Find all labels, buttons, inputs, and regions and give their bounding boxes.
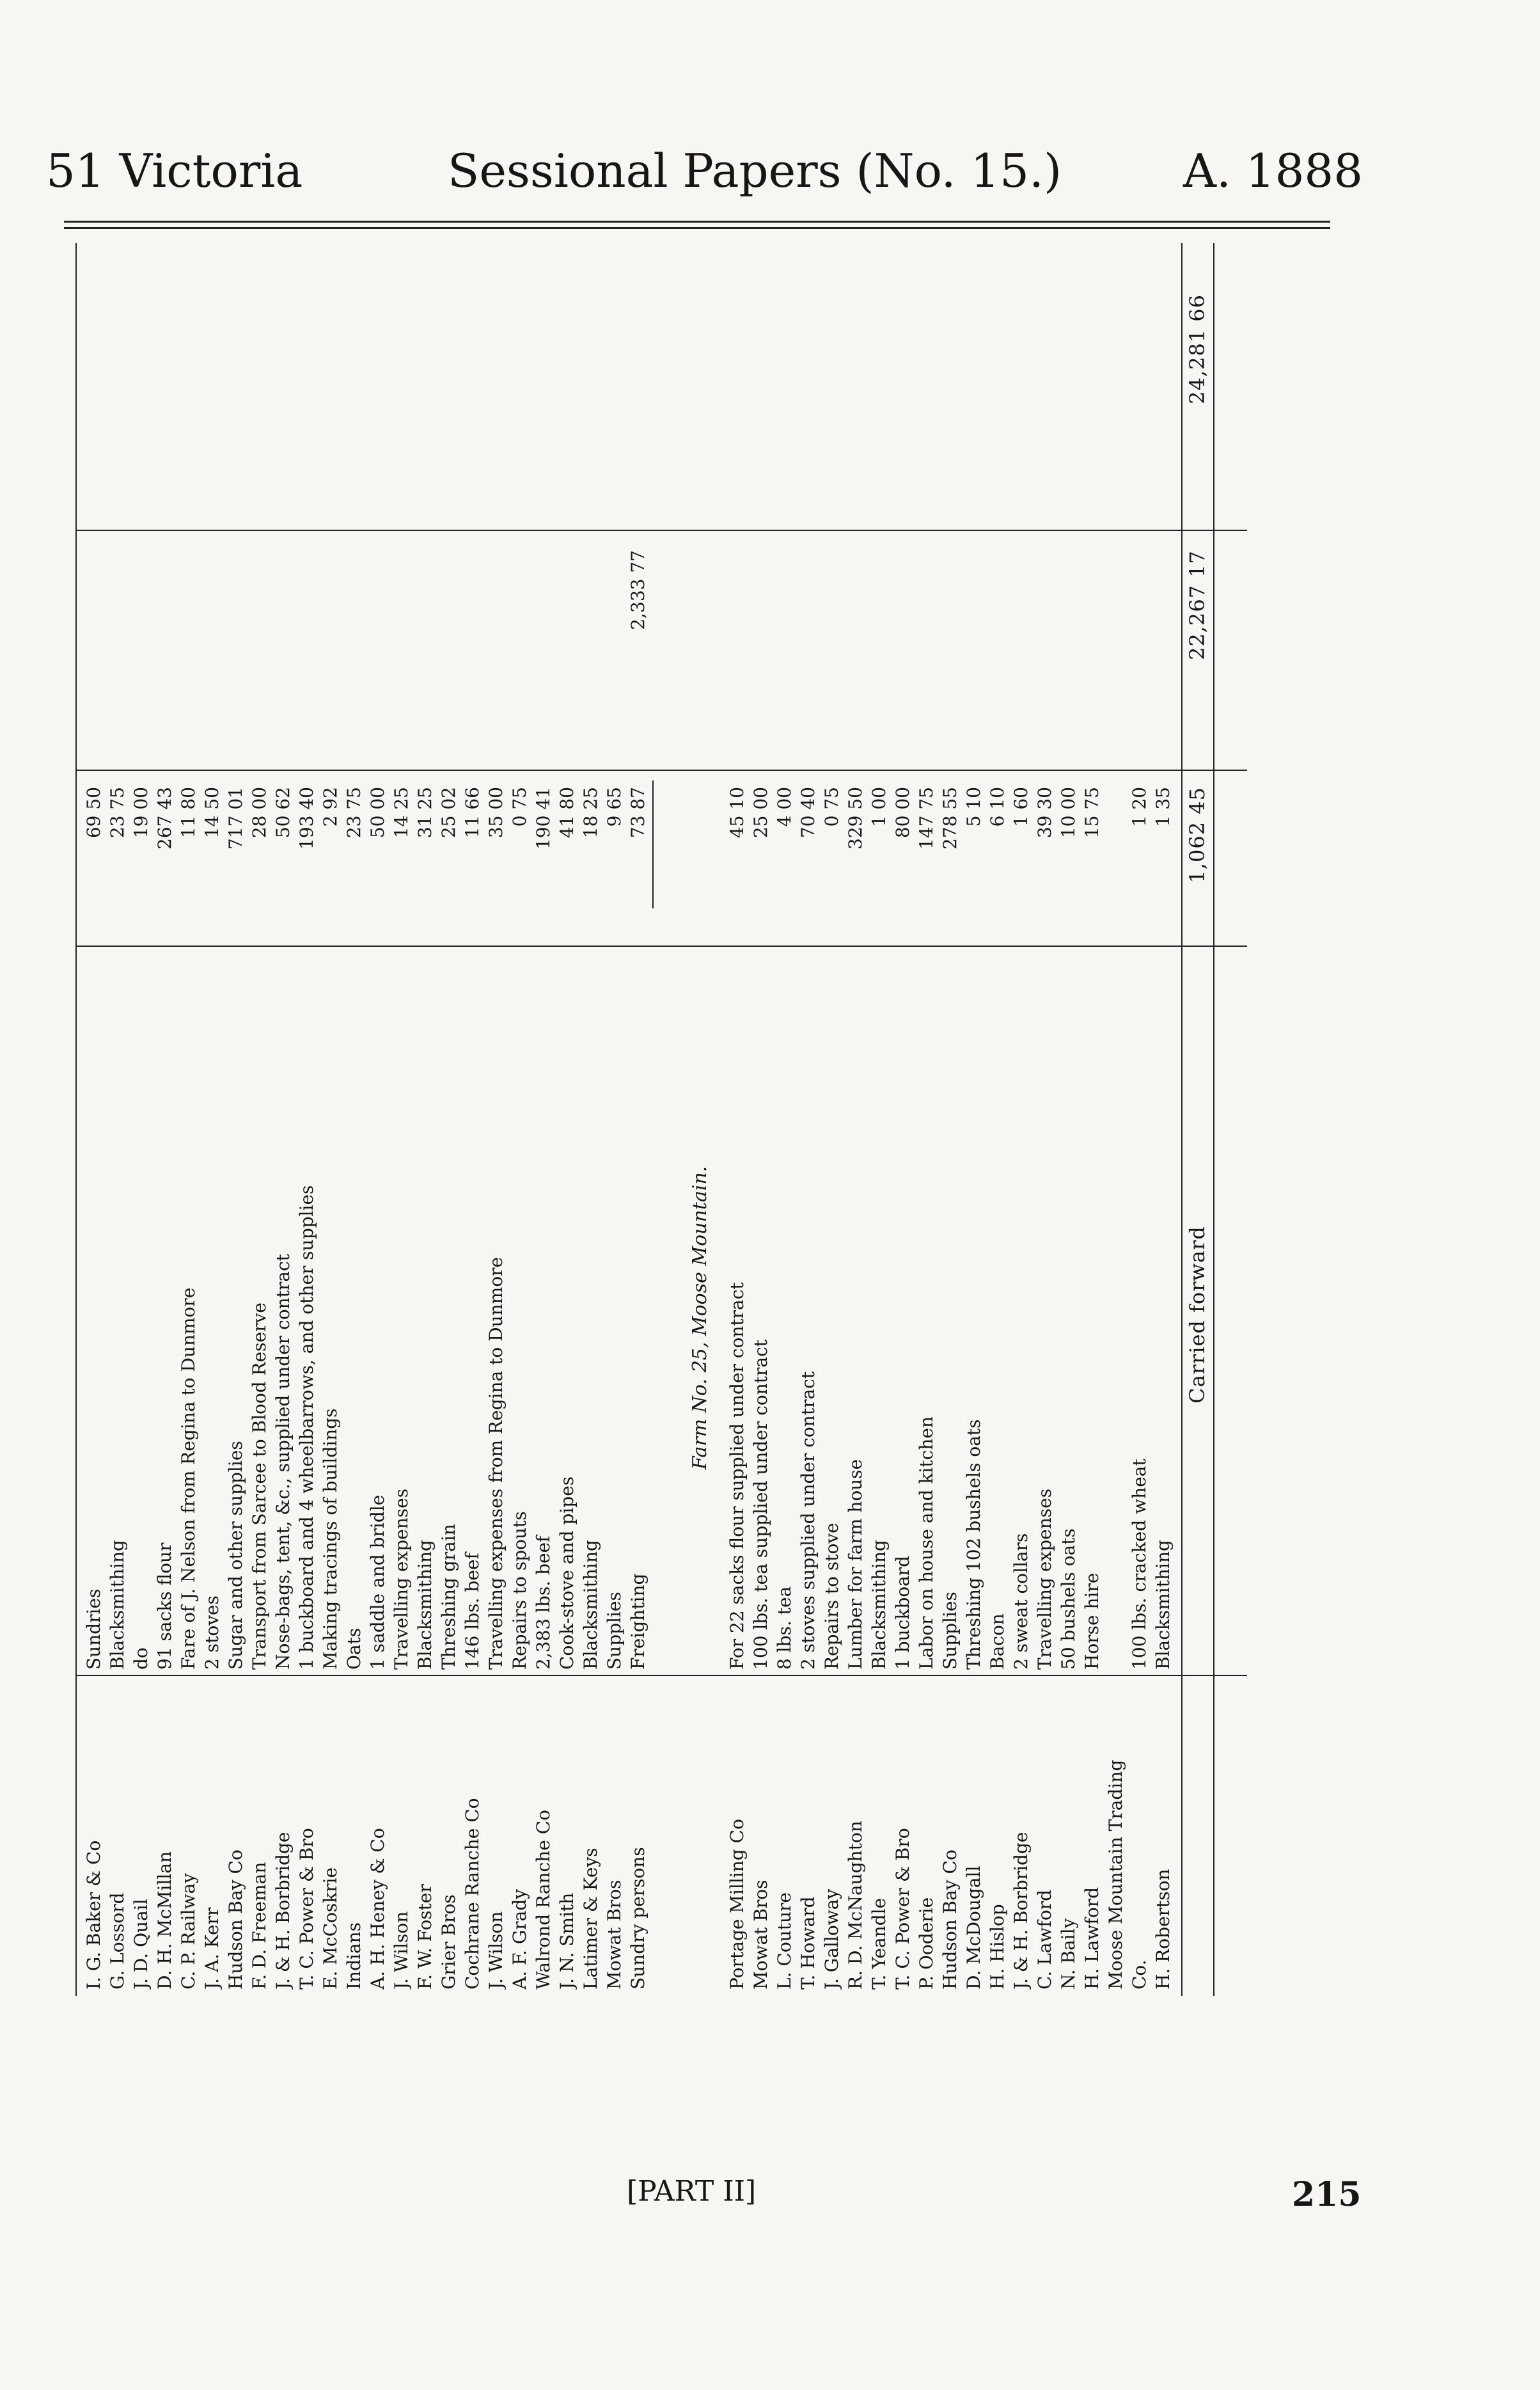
carried-amount: 1,062 45 <box>1185 787 1210 883</box>
payee-name: Latimer & Keys <box>580 1848 601 1990</box>
page-number: 215 <box>1292 2175 1362 2214</box>
item-description: Blacksmithing <box>868 1540 890 1670</box>
payee-name: Grier Bros <box>438 1894 459 1990</box>
payee-name: I. G. Baker & Co <box>83 1840 104 1990</box>
item-amount: 193 40 <box>296 787 317 850</box>
table-row <box>343 243 365 1996</box>
item-description: Oats <box>343 1627 365 1670</box>
payee-name: N. Baily <box>1058 1918 1080 1990</box>
table-row <box>580 243 602 1996</box>
table-row <box>485 243 507 1996</box>
part-label: [PART II] <box>627 2175 757 2208</box>
payee-name: Mowat Bros <box>750 1880 772 1990</box>
payee-name: J. D. Quail <box>130 1899 152 1990</box>
payee-name: T. C. Power & Bro <box>296 1828 317 1990</box>
item-amount: 190 41 <box>533 787 554 850</box>
payee-name: Cochrane Ranche Co <box>462 1798 483 1990</box>
item-amount: 11 66 <box>462 787 483 839</box>
item-description: Blacksmithing <box>580 1540 601 1670</box>
item-amount: 23 75 <box>343 787 365 839</box>
header-rule-bottom <box>64 227 1330 229</box>
payee-name: J. & H. Borbridge <box>1010 1832 1032 1990</box>
table-row <box>367 243 389 1996</box>
table-bottom-rule <box>1213 243 1214 1996</box>
item-description: 91 sacks flour <box>154 1542 175 1670</box>
table-row <box>296 243 318 1996</box>
table-row <box>438 243 460 1996</box>
item-amount: 329 50 <box>845 787 867 850</box>
item-amount: 1 35 <box>1152 787 1174 827</box>
payee-name: C. P. Railway <box>178 1873 199 1990</box>
item-amount: 18 25 <box>580 787 601 839</box>
item-description: 100 lbs. cracked wheat <box>1129 1459 1151 1670</box>
item-description: Horse hire <box>1081 1572 1103 1670</box>
section1-subtotal: 2,333 77 <box>627 550 648 630</box>
payee-name: J. Wilson <box>391 1911 412 1990</box>
table-row <box>130 243 152 1996</box>
payee-name: J. Galloway <box>821 1888 843 1990</box>
carried-forward-row <box>1185 243 1210 1996</box>
table-row <box>798 243 819 1996</box>
item-amount: 1 60 <box>1010 787 1032 827</box>
table-row <box>1081 243 1103 1996</box>
table-row <box>391 243 412 1996</box>
table-row <box>83 243 105 1996</box>
payee-name: Walrond Ranche Co <box>533 1809 554 1990</box>
payee-name: H. Robertson <box>1152 1869 1174 1990</box>
payee-name: Mowat Bros <box>604 1880 625 1990</box>
item-description: 50 bushels oats <box>1058 1528 1080 1670</box>
payee-name: P. Ooderie <box>916 1897 938 1990</box>
item-amount: 80 00 <box>892 787 914 839</box>
item-description: Transport from Sarcee to Blood Reserve <box>249 1302 270 1670</box>
table-row <box>1152 243 1174 1996</box>
rotated-accounts-table <box>64 243 1330 1996</box>
item-description: 2,383 lbs. beef <box>533 1535 554 1670</box>
table-row <box>1105 243 1127 1996</box>
payee-name: T. Howard <box>798 1896 819 1990</box>
table-row <box>963 243 985 1996</box>
item-description: Supplies <box>939 1592 961 1670</box>
payee-name: J. & H. Borbridge <box>272 1832 294 1990</box>
item-description: Sugar and other supplies <box>225 1441 246 1670</box>
item-amount: 147 75 <box>916 787 938 850</box>
sessional-title: Sessional Papers (No. 15.) <box>448 144 1062 198</box>
item-amount: 11 80 <box>178 787 199 839</box>
item-amount: 278 55 <box>939 787 961 850</box>
item-description: Travelling expenses from Regina to Dunmore <box>485 1256 507 1670</box>
payee-name: D. H. McMillan <box>154 1851 175 1990</box>
payee-name: J. Wilson <box>485 1911 507 1990</box>
payee-name: Hudson Bay Co <box>225 1849 246 1990</box>
item-description: 2 stoves <box>201 1595 223 1670</box>
payee-name: Indians <box>343 1922 365 1990</box>
payee-name: T. C. Power & Bro <box>892 1828 914 1990</box>
table-row <box>225 243 247 1996</box>
item-amount: 35 00 <box>485 787 507 839</box>
payee-name: A. F. Grady <box>509 1888 530 1990</box>
table-row <box>320 243 342 1996</box>
payee-name: G. Lossord <box>107 1892 128 1990</box>
item-description: do <box>130 1647 152 1670</box>
item-description: 1 saddle and bridle <box>367 1494 388 1670</box>
payee-name: J. N. Smith <box>556 1892 578 1990</box>
item-description: Threshing 102 bushels oats <box>963 1419 985 1670</box>
item-amount: 717 01 <box>225 787 246 850</box>
payee-name: R. D. McNaughton <box>845 1821 867 1990</box>
table-row <box>1129 243 1151 1996</box>
carried-rule <box>1181 243 1182 1996</box>
item-description: 146 lbs. beef <box>462 1553 483 1670</box>
table-row <box>201 243 223 1996</box>
item-amount: 14 25 <box>391 787 412 839</box>
payee-name: F. D. Freeman <box>249 1862 270 1990</box>
table-row <box>178 243 200 1996</box>
carried-subtotal: 22,267 17 <box>1185 550 1210 660</box>
item-amount: 69 50 <box>83 787 104 839</box>
table-row <box>1058 243 1080 1996</box>
table-row <box>556 243 578 1996</box>
payee-name: T. Yeandle <box>868 1897 890 1990</box>
item-amount: 2 92 <box>320 787 341 827</box>
item-amount: 41 80 <box>556 787 578 839</box>
table-row <box>868 243 890 1996</box>
running-header <box>0 131 1540 208</box>
item-description: Sundries <box>83 1588 104 1670</box>
item-description: Repairs to spouts <box>509 1511 530 1670</box>
table-row <box>987 243 1009 1996</box>
item-amount: 70 40 <box>798 787 819 839</box>
item-amount: 31 25 <box>414 787 436 839</box>
item-amount: 0 75 <box>821 787 843 827</box>
item-description: Making tracings of buildings <box>320 1408 341 1670</box>
year-label: A. 1888 <box>1183 144 1363 198</box>
item-amount: 5 10 <box>963 787 985 827</box>
item-description: Blacksmithing <box>1152 1540 1174 1670</box>
payee-name: Co. <box>1129 1959 1151 1990</box>
item-amount: 0 75 <box>509 787 530 827</box>
item-amount: 15 75 <box>1081 787 1103 839</box>
payee-name: L. Couture <box>774 1892 796 1990</box>
table-top-rule <box>75 243 77 1996</box>
item-description: Cook-stove and pipes <box>556 1476 578 1670</box>
payee-name: Portage Milling Co <box>727 1819 748 1990</box>
item-description: Repairs to stove <box>821 1523 843 1670</box>
item-amount: 1 00 <box>868 787 890 827</box>
payee-name: A. H. Heney & Co <box>367 1828 388 1990</box>
item-description: Supplies <box>604 1592 625 1670</box>
volume-label: 51 Victoria <box>46 144 303 198</box>
payee-name: D. McDougall <box>963 1865 985 1990</box>
table-row <box>272 243 294 1996</box>
table-row <box>249 243 271 1996</box>
subtotal-rule <box>652 780 654 908</box>
item-amount: 25 02 <box>438 787 459 839</box>
item-amount: 50 62 <box>272 787 294 839</box>
farm-heading: Farm No. 25, Moose Mountain. <box>689 1166 712 1470</box>
table-row <box>1010 243 1032 1996</box>
item-description: Lumber for farm house <box>845 1459 867 1670</box>
table-row <box>821 243 843 1996</box>
table-row <box>845 243 867 1996</box>
item-amount: 23 75 <box>107 787 128 839</box>
payee-name: H. Hislop <box>987 1904 1009 1990</box>
table-row <box>509 243 531 1996</box>
subtotal-row <box>627 243 649 1996</box>
table-row <box>727 243 748 1996</box>
item-amount: 50 00 <box>367 787 388 839</box>
item-description: Blacksmithing <box>107 1540 128 1670</box>
item-amount: 39 30 <box>1034 787 1056 839</box>
table-row <box>154 243 176 1996</box>
table-row <box>1034 243 1056 1996</box>
item-amount: 10 00 <box>1058 787 1080 839</box>
item-description: 1 buckboard <box>892 1555 914 1670</box>
item-description: 100 lbs. tea supplied under contract <box>750 1339 772 1670</box>
payee-name: Moose Mountain Trading <box>1105 1759 1127 1990</box>
table-row <box>750 243 772 1996</box>
table-row <box>414 243 436 1996</box>
item-amount: 73 87 <box>627 787 648 839</box>
table-row <box>107 243 129 1996</box>
payee-name: H. Lawford <box>1081 1887 1103 1990</box>
item-amount: 1 20 <box>1129 787 1151 827</box>
table-row <box>774 243 796 1996</box>
table-row <box>892 243 914 1996</box>
item-description: Travelling expenses <box>391 1488 412 1670</box>
item-description: 2 stoves supplied under contract <box>798 1371 819 1670</box>
item-description: For 22 sacks flour supplied under contract <box>727 1282 748 1670</box>
item-description: 2 sweat collars <box>1010 1533 1032 1670</box>
table-row <box>533 243 554 1996</box>
item-amount: 45 10 <box>727 787 748 839</box>
item-description: Travelling expenses <box>1034 1488 1056 1670</box>
item-amount: 14 50 <box>201 787 223 839</box>
item-amount: 9 65 <box>604 787 625 827</box>
item-description: Fare of J. Nelson from Regina to Dunmore <box>178 1287 199 1670</box>
payee-name: E. McCoskrie <box>320 1867 341 1990</box>
table-row <box>462 243 483 1996</box>
item-description: Freighting <box>627 1573 648 1670</box>
carried-total: 24,281 66 <box>1185 294 1210 404</box>
payee-name: Sundry persons <box>627 1847 648 1990</box>
table-row <box>604 243 625 1996</box>
item-amount: 267 43 <box>154 787 175 850</box>
item-description: Labor on house and kitchen <box>916 1416 938 1670</box>
item-description: 1 buckboard and 4 wheelbarrows, and other supplies <box>296 1185 317 1670</box>
payee-name: C. Lawford <box>1034 1889 1056 1990</box>
item-amount: 28 00 <box>249 787 270 839</box>
payee-name: J. A. Kerr <box>201 1907 223 1990</box>
carried-forward-label: Carried forward <box>1185 1226 1210 1404</box>
header-rule-top <box>64 221 1330 223</box>
item-amount: 6 10 <box>987 787 1009 827</box>
table-row <box>939 243 961 1996</box>
item-description: Nose-bags, tent, &c., supplied under contract <box>272 1254 294 1670</box>
payee-name: Hudson Bay Co <box>939 1849 961 1990</box>
payee-name: F. W. Foster <box>414 1884 436 1990</box>
item-description: 8 lbs. tea <box>774 1586 796 1670</box>
item-amount: 19 00 <box>130 787 152 839</box>
item-description: Threshing grain <box>438 1524 459 1670</box>
item-amount: 4 00 <box>774 787 796 827</box>
item-description: Bacon <box>987 1613 1009 1670</box>
item-amount: 25 00 <box>750 787 772 839</box>
table-row <box>916 243 938 1996</box>
item-description: Blacksmithing <box>414 1540 436 1670</box>
